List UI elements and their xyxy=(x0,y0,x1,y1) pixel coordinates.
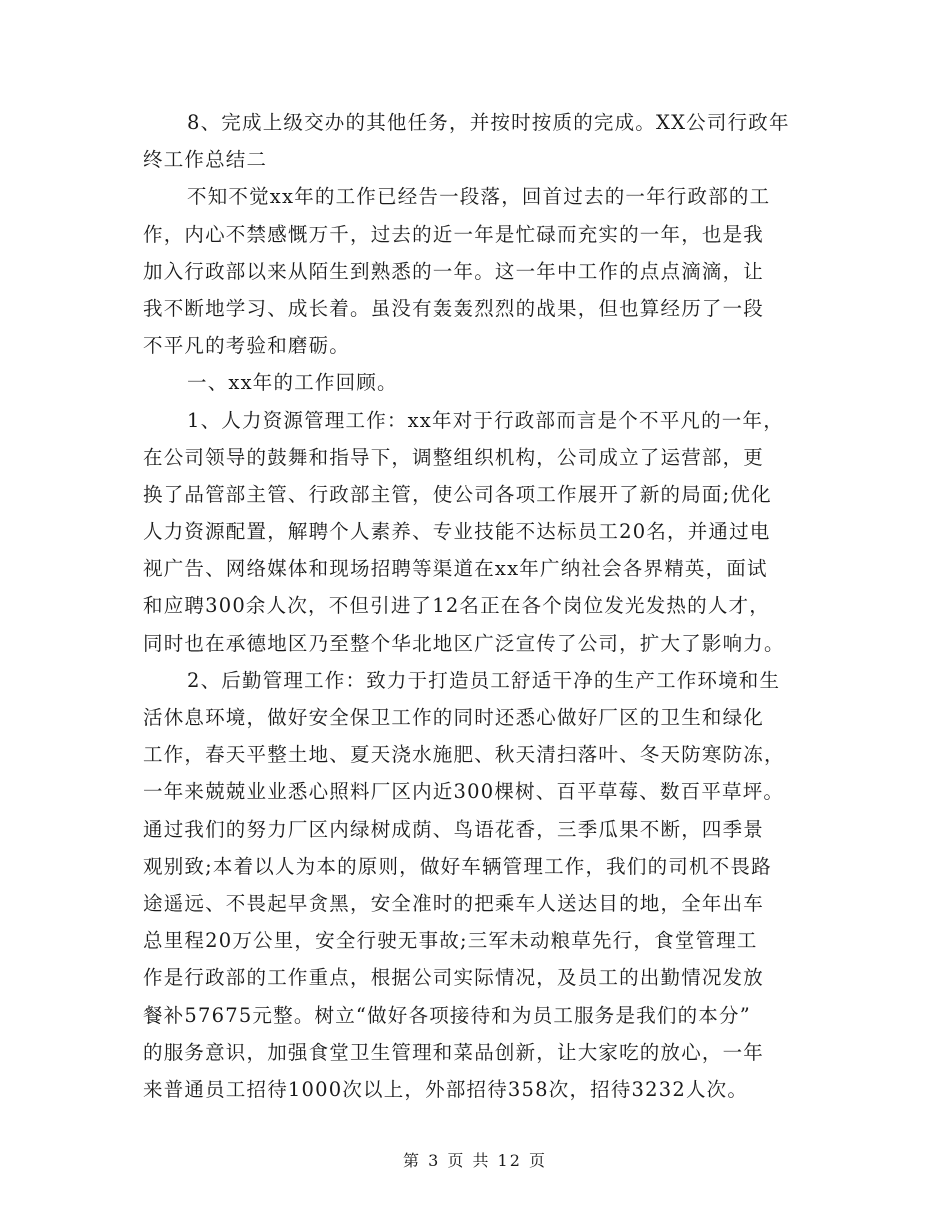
text-line: 8、完成上级交办的其他任务，并按时按质的完成。XX公司行政年 xyxy=(187,111,790,134)
text-line: 总里程20万公里，安全行驶无事故;三军未动粮草先行，食堂管理工 xyxy=(143,929,758,953)
text-line: 通过我们的努力厂区内绿树成荫、鸟语花香，三季瓜果不断，四季景 xyxy=(143,817,765,841)
text-line: 观别致;本着以人为本的原则，做好车辆管理工作，我们的司机不畏路 xyxy=(143,854,772,878)
text-line: 和应聘300余人次，不但引进了12名正在各个岗位发光发热的人才， xyxy=(143,594,770,618)
text-line: 来普通员工招待1000次以上，外部招待358次，招待3232人次。 xyxy=(143,1077,749,1101)
text-line: 不平凡的考验和磨砺。 xyxy=(143,334,351,358)
text-line: 一年来兢兢业业悉心照料厂区内近300棵树、百平草莓、数百平草坪。 xyxy=(143,780,785,804)
text-line: 2、后勤管理工作：致力于打造员工舒适干净的生产工作环境和生 xyxy=(187,668,781,692)
text-line: 作是行政部的工作重点，根据公司实际情况，及员工的出勤情况发放 xyxy=(143,966,765,990)
text-line: 加入行政部以来从陌生到熟悉的一年。这一年中工作的点点滴滴，让 xyxy=(143,259,765,283)
document-body xyxy=(143,104,808,1108)
section-heading: 一、xx年的工作回顾。 xyxy=(187,371,398,395)
text-line: 我不断地学习、成长着。虽没有轰轰烈烈的战果，但也算经历了一段 xyxy=(143,296,765,320)
text-line: 工作，春天平整土地、夏天浇水施肥、秋天清扫落叶、冬天防寒防冻， xyxy=(143,743,785,767)
text-line: 换了品管部主管、行政部主管，使公司各项工作展开了新的局面;优化 xyxy=(143,482,772,506)
text-line: 不知不觉xx年的工作已经告一段落，回首过去的一年行政部的工 xyxy=(187,185,771,209)
text-line: 终工作总结二 xyxy=(143,148,268,172)
text-line: 人力资源配置，解聘个人素养、专业技能不达标员工20名，并通过电 xyxy=(143,520,771,544)
text-line: 在公司领导的鼓舞和指导下，调整组织机构，公司成立了运营部，更 xyxy=(143,445,765,469)
text-line: 途遥远、不畏起早贪黑，安全准时的把乘车人送达目的地，全年出车 xyxy=(143,891,765,915)
text-line: 餐补57675元整。树立“做好各项接待和为员工服务是我们的本分” xyxy=(143,1003,751,1027)
text-line: 1、人力资源管理工作：xx年对于行政部而言是个不平凡的一年， xyxy=(187,408,784,432)
text-line: 作，内心不禁感慨万千，过去的近一年是忙碌而充实的一年，也是我 xyxy=(143,222,765,246)
text-line: 同时也在承德地区乃至整个华北地区广泛宣传了公司，扩大了影响力。 xyxy=(143,631,785,655)
text-line: 视广告、网络媒体和现场招聘等渠道在xx年广纳社会各界精英，面试 xyxy=(143,557,768,581)
text-line: 活休息环境，做好安全保卫工作的同时还悉心做好厂区的卫生和绿化 xyxy=(143,706,765,729)
text-line: 的服务意识，加强食堂卫生管理和菜品创新，让大家吃的放心，一年 xyxy=(143,1040,765,1064)
page-number-footer: 第 3 页 共 12 页 xyxy=(403,1151,547,1170)
